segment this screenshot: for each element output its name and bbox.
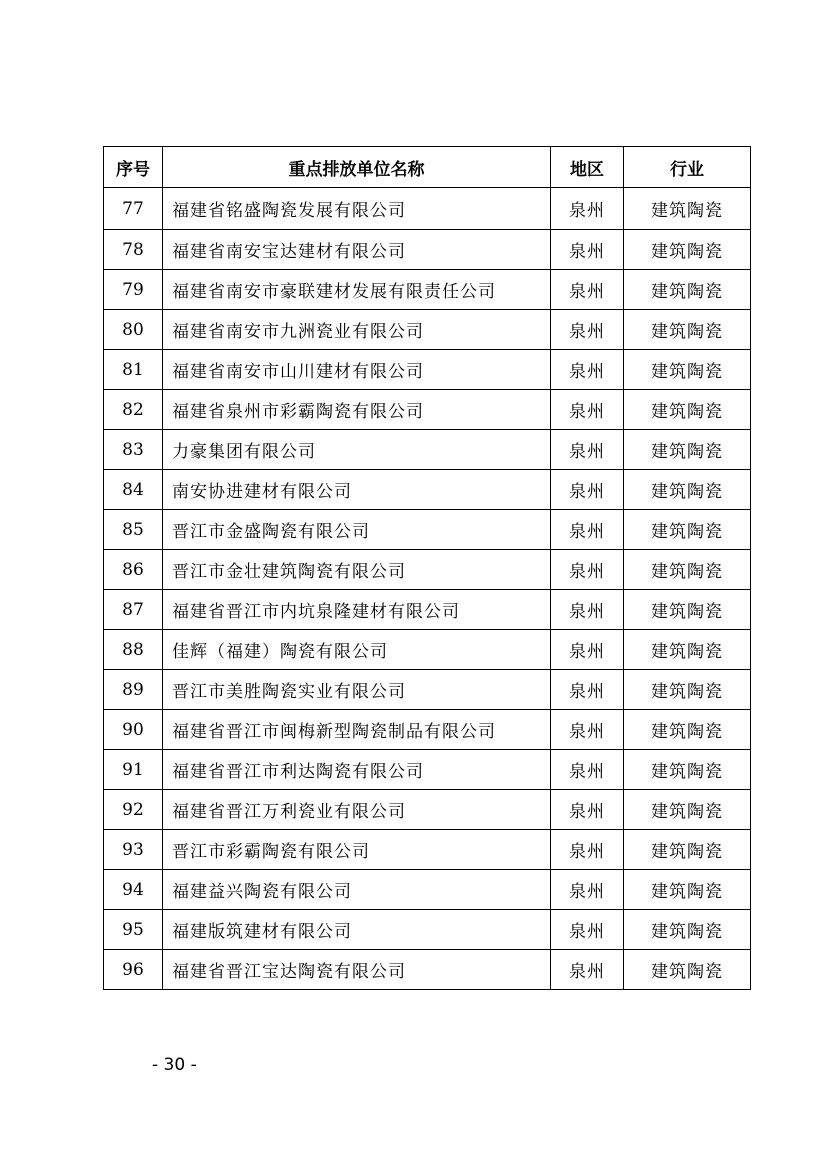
row-index: 81 <box>104 350 163 390</box>
table-row <box>104 350 751 390</box>
row-region: 泉州 <box>551 630 624 670</box>
row-industry: 建筑陶瓷 <box>624 470 751 510</box>
row-index: 83 <box>104 430 163 470</box>
row-name: 力豪集团有限公司 <box>163 430 551 470</box>
row-name: 晋江市金盛陶瓷有限公司 <box>163 510 551 550</box>
row-industry: 建筑陶瓷 <box>624 550 751 590</box>
row-region: 泉州 <box>551 910 624 950</box>
row-index: 94 <box>104 870 163 910</box>
row-region: 泉州 <box>551 310 624 350</box>
row-name: 福建省晋江市内坑泉隆建材有限公司 <box>163 590 551 630</box>
row-industry: 建筑陶瓷 <box>624 270 751 310</box>
table-row <box>104 910 751 950</box>
row-name: 福建省晋江市闽梅新型陶瓷制品有限公司 <box>163 710 551 750</box>
header-name: 重点排放单位名称 <box>163 147 551 188</box>
table-row <box>104 550 751 590</box>
row-index: 82 <box>104 390 163 430</box>
table-row <box>104 670 751 710</box>
table-row <box>104 750 751 790</box>
table-row <box>104 390 751 430</box>
row-industry: 建筑陶瓷 <box>624 830 751 870</box>
row-region: 泉州 <box>551 790 624 830</box>
row-region: 泉州 <box>551 188 624 230</box>
row-region: 泉州 <box>551 670 624 710</box>
row-industry: 建筑陶瓷 <box>624 230 751 270</box>
row-name: 福建省晋江宝达陶瓷有限公司 <box>163 950 551 990</box>
header-industry: 行业 <box>624 147 751 188</box>
row-region: 泉州 <box>551 390 624 430</box>
row-industry: 建筑陶瓷 <box>624 630 751 670</box>
row-industry: 建筑陶瓷 <box>624 390 751 430</box>
row-region: 泉州 <box>551 230 624 270</box>
row-region: 泉州 <box>551 830 624 870</box>
row-index: 85 <box>104 510 163 550</box>
row-region: 泉州 <box>551 950 624 990</box>
table-row <box>104 270 751 310</box>
row-industry: 建筑陶瓷 <box>624 870 751 910</box>
row-index: 95 <box>104 910 163 950</box>
row-industry: 建筑陶瓷 <box>624 710 751 750</box>
row-name: 福建省南安市九洲瓷业有限公司 <box>163 310 551 350</box>
row-name: 福建省南安宝达建材有限公司 <box>163 230 551 270</box>
table-row <box>104 188 751 230</box>
row-industry: 建筑陶瓷 <box>624 910 751 950</box>
row-region: 泉州 <box>551 510 624 550</box>
header-index: 序号 <box>104 147 163 188</box>
table-row <box>104 830 751 870</box>
row-name: 南安协进建材有限公司 <box>163 470 551 510</box>
row-index: 96 <box>104 950 163 990</box>
row-index: 91 <box>104 750 163 790</box>
row-name: 晋江市美胜陶瓷实业有限公司 <box>163 670 551 710</box>
row-index: 84 <box>104 470 163 510</box>
row-region: 泉州 <box>551 350 624 390</box>
table-row <box>104 470 751 510</box>
table-body <box>104 188 751 990</box>
table-row <box>104 630 751 670</box>
table-row <box>104 510 751 550</box>
row-region: 泉州 <box>551 710 624 750</box>
row-industry: 建筑陶瓷 <box>624 950 751 990</box>
row-industry: 建筑陶瓷 <box>624 310 751 350</box>
row-industry: 建筑陶瓷 <box>624 750 751 790</box>
row-region: 泉州 <box>551 430 624 470</box>
row-name: 福建版筑建材有限公司 <box>163 910 551 950</box>
row-name: 晋江市金壮建筑陶瓷有限公司 <box>163 550 551 590</box>
row-name: 福建省晋江万利瓷业有限公司 <box>163 790 551 830</box>
row-index: 80 <box>104 310 163 350</box>
row-index: 93 <box>104 830 163 870</box>
row-index: 90 <box>104 710 163 750</box>
row-industry: 建筑陶瓷 <box>624 350 751 390</box>
row-name: 佳辉（福建）陶瓷有限公司 <box>163 630 551 670</box>
row-region: 泉州 <box>551 550 624 590</box>
row-index: 79 <box>104 270 163 310</box>
row-index: 88 <box>104 630 163 670</box>
row-index: 78 <box>104 230 163 270</box>
header-region: 地区 <box>551 147 624 188</box>
row-industry: 建筑陶瓷 <box>624 670 751 710</box>
row-name: 福建省晋江市利达陶瓷有限公司 <box>163 750 551 790</box>
row-industry: 建筑陶瓷 <box>624 510 751 550</box>
table-row <box>104 590 751 630</box>
row-region: 泉州 <box>551 590 624 630</box>
table-row <box>104 310 751 350</box>
emitters-table <box>103 146 751 990</box>
row-region: 泉州 <box>551 870 624 910</box>
row-name: 福建益兴陶瓷有限公司 <box>163 870 551 910</box>
row-name: 福建省铭盛陶瓷发展有限公司 <box>163 188 551 230</box>
table-row <box>104 710 751 750</box>
row-index: 92 <box>104 790 163 830</box>
row-region: 泉州 <box>551 270 624 310</box>
row-industry: 建筑陶瓷 <box>624 430 751 470</box>
row-industry: 建筑陶瓷 <box>624 790 751 830</box>
table-row <box>104 950 751 990</box>
page-number: - 30 - <box>152 1055 197 1075</box>
row-index: 86 <box>104 550 163 590</box>
row-industry: 建筑陶瓷 <box>624 590 751 630</box>
row-index: 77 <box>104 188 163 230</box>
table-header-row <box>104 147 751 188</box>
table-row <box>104 870 751 910</box>
row-region: 泉州 <box>551 750 624 790</box>
table-row <box>104 430 751 470</box>
table-row <box>104 230 751 270</box>
row-name: 福建省南安市豪联建材发展有限责任公司 <box>163 270 551 310</box>
row-name: 晋江市彩霸陶瓷有限公司 <box>163 830 551 870</box>
table-row <box>104 790 751 830</box>
row-industry: 建筑陶瓷 <box>624 188 751 230</box>
row-name: 福建省泉州市彩霸陶瓷有限公司 <box>163 390 551 430</box>
row-name: 福建省南安市山川建材有限公司 <box>163 350 551 390</box>
row-index: 89 <box>104 670 163 710</box>
row-index: 87 <box>104 590 163 630</box>
row-region: 泉州 <box>551 470 624 510</box>
